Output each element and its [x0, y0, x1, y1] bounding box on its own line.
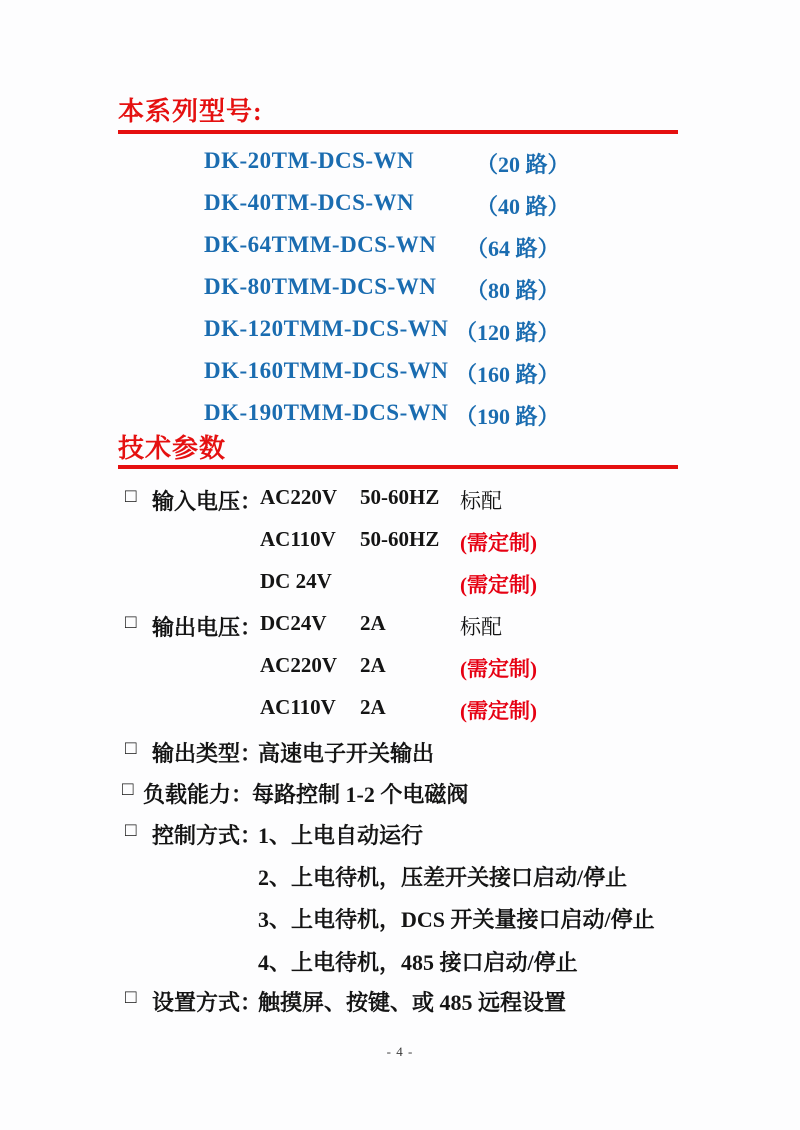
model-channels: （190 路） [455, 404, 560, 429]
model-row [0, 232, 800, 264]
square-bullet: □ [125, 486, 137, 507]
square-bullet: □ [125, 987, 137, 1008]
square-bullet: □ [122, 779, 134, 800]
series-heading: 本系列型号: [118, 97, 263, 126]
square-bullet: □ [125, 738, 137, 759]
model-row [0, 190, 800, 222]
param-content: 高速电子开关输出 [258, 741, 435, 766]
model-number: DK-20TM-DCS-WN [204, 148, 415, 173]
model-channels: （80 路） [466, 278, 560, 303]
param-value: AC110V [260, 695, 336, 719]
model-number: DK-64TMM-DCS-WN [204, 232, 437, 257]
param-label: 输出类型： [152, 741, 263, 766]
param-note-custom: (需定制) [460, 573, 537, 597]
square-bullet: □ [125, 612, 137, 633]
param-value: 2A [360, 611, 386, 635]
param-value: 50-60HZ [360, 485, 440, 509]
model-number: DK-40TM-DCS-WN [204, 190, 415, 215]
param-value: DC 24V [260, 569, 332, 593]
param-value: AC110V [260, 527, 336, 551]
param-content: 触摸屏、按键、或 485 远程设置 [258, 990, 567, 1015]
params-heading: 技术参数 [118, 434, 227, 463]
param-label: 设置方式： [152, 990, 263, 1015]
model-channels: （64 路） [466, 236, 560, 261]
param-row-load-capacity [0, 778, 800, 808]
model-row [0, 148, 800, 180]
model-row [0, 400, 800, 432]
param-row [0, 569, 800, 599]
param-row-output-type [0, 737, 800, 767]
param-row [0, 695, 800, 725]
param-note-custom: (需定制) [460, 531, 537, 555]
param-value: AC220V [260, 485, 337, 509]
model-number: DK-190TMM-DCS-WN [204, 400, 449, 425]
param-label: 控制方式： [152, 823, 263, 848]
param-content: 2、上电待机，压差开关接口启动/停止 [258, 865, 628, 890]
param-content: 3、上电待机，DCS 开关量接口启动/停止 [258, 907, 655, 932]
param-value: DC24V [260, 611, 327, 635]
model-row [0, 358, 800, 390]
model-row [0, 316, 800, 348]
param-label: 负载能力： [143, 782, 254, 807]
param-value: 50-60HZ [360, 527, 440, 551]
param-value: 2A [360, 695, 386, 719]
param-row-input-voltage [0, 485, 800, 515]
model-channels: （120 路） [455, 320, 560, 345]
param-value: 2A [360, 653, 386, 677]
param-note-custom: (需定制) [460, 657, 537, 681]
model-number: DK-80TMM-DCS-WN [204, 274, 437, 299]
param-row-control-mode-4 [0, 946, 800, 976]
model-row [0, 274, 800, 306]
param-note: 标配 [460, 489, 502, 513]
param-row-control-mode [0, 819, 800, 849]
param-label: 输入电压： [152, 489, 263, 514]
square-bullet: □ [125, 820, 137, 841]
model-channels: （20 路） [476, 152, 570, 177]
model-channels: （40 路） [476, 194, 570, 219]
series-heading-rule [118, 97, 678, 134]
param-row-control-mode-2 [0, 861, 800, 891]
param-row-setting-mode [0, 986, 800, 1016]
model-number: DK-160TMM-DCS-WN [204, 358, 449, 383]
param-note-custom: (需定制) [460, 699, 537, 723]
page-number: - 4 - [386, 1044, 414, 1059]
param-row-control-mode-3 [0, 903, 800, 933]
param-note: 标配 [460, 615, 502, 639]
param-label: 输出电压： [152, 615, 263, 640]
param-row [0, 653, 800, 683]
params-heading-rule [118, 434, 678, 469]
param-content: 1、上电自动运行 [258, 823, 424, 848]
model-number: DK-120TMM-DCS-WN [204, 316, 449, 341]
param-row-output-voltage [0, 611, 800, 641]
param-content: 每路控制 1-2 个电磁阀 [252, 782, 469, 807]
param-content: 4、上电待机，485 接口启动/停止 [258, 950, 578, 975]
param-row [0, 527, 800, 557]
param-value: AC220V [260, 653, 337, 677]
model-channels: （160 路） [455, 362, 560, 387]
